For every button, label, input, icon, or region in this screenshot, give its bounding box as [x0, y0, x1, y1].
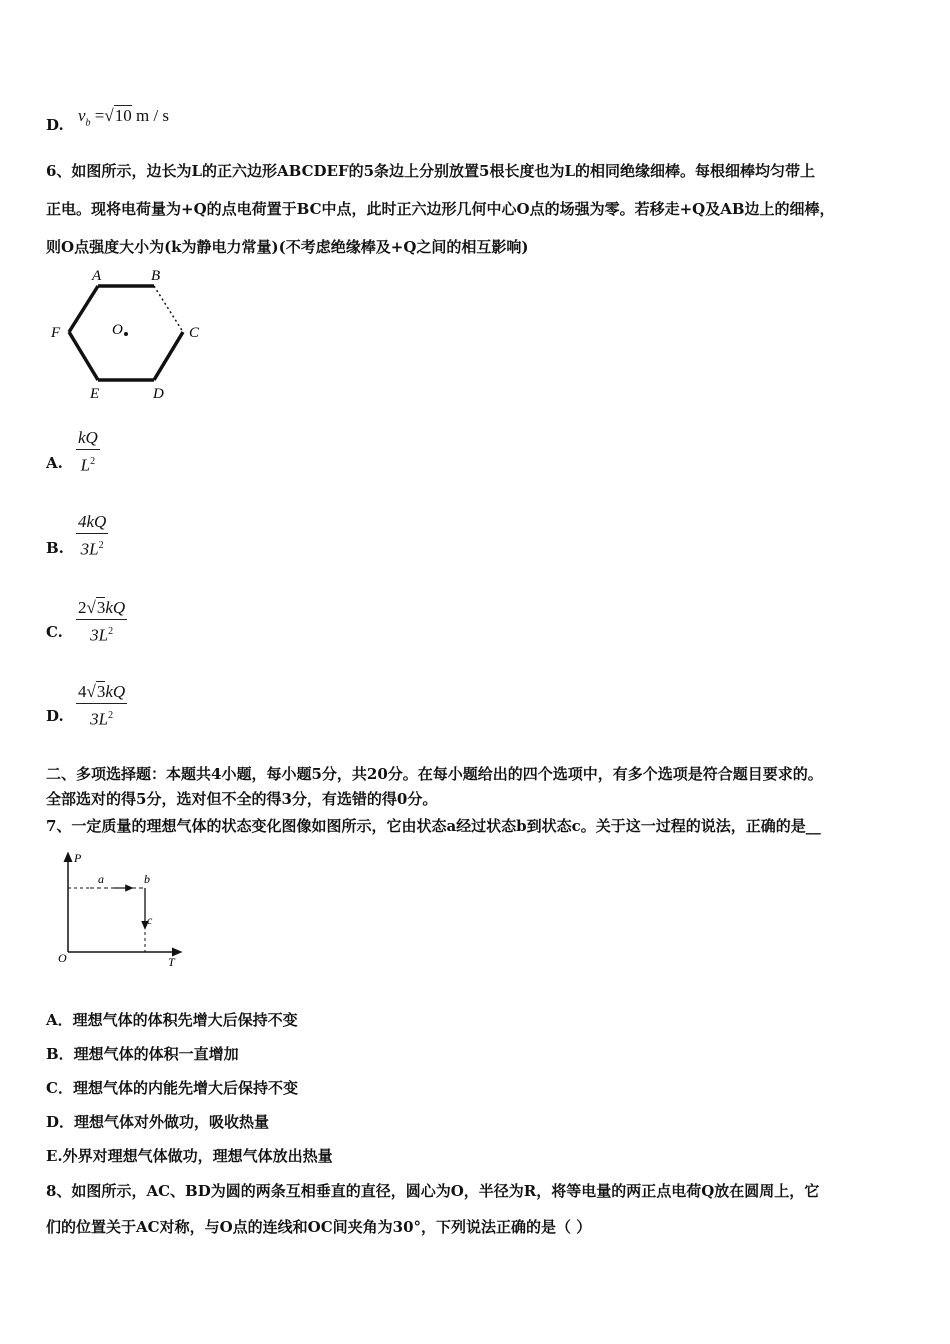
q7-option-a: A．理想气体的体积先增大后保持不变 [46, 1011, 298, 1029]
option-d-label: D. [46, 116, 64, 134]
q6-stem-line3: 则O点强度大小为(k为静电力常量)(不考虑绝缘棒及+Q之间的相互影响) [46, 238, 529, 256]
velocity-symbol: v [78, 106, 86, 125]
q7-stem: 7、一定质量的理想气体的状态变化图像如图所示，它由状态a经过状态b到状态c。关于这一过程的说法，正确的是__ [46, 817, 821, 835]
q6-option-b-label: B. [46, 539, 64, 557]
state-a-label: a [98, 872, 104, 886]
option-d-formula: $v_b =√10$ m / s [78, 106, 170, 129]
q6-option-c-exponent: 2 [108, 626, 114, 637]
q6-option-a-exponent: 2 [90, 456, 96, 467]
vertex-d-label: D [153, 386, 164, 402]
section-2-heading [46, 762, 916, 812]
q8-stem-line2: 们的位置关于AC对称，与O点的连线和OC间夹角为30°，下列说法正确的是（ ） [46, 1218, 592, 1236]
t-axis-label: T [168, 955, 175, 969]
q6-option-c-fraction [76, 597, 127, 648]
vertex-f-label: F [51, 325, 61, 341]
q6-option-d-numerator: 4√3kQ [76, 681, 127, 704]
edge-bc [154, 286, 183, 332]
q6-option-d-exponent: 2 [108, 710, 114, 721]
vertex-b-label: B [151, 268, 161, 284]
q7-option-e: E.外界对理想气体做功，理想气体放出热量 [46, 1147, 333, 1165]
vertex-e-label: E [90, 386, 100, 402]
vertex-a-label: A [92, 268, 102, 284]
q7-option-d: D．理想气体对外做功，吸收热量 [46, 1113, 270, 1131]
q6-option-c-denominator: 3L [90, 625, 109, 645]
q6-option-a-fraction [76, 427, 100, 478]
edge-cd [154, 332, 183, 380]
hexagon-figure [40, 262, 220, 402]
state-c-label: c [147, 913, 153, 927]
edge-fa [69, 286, 98, 332]
q7-option-c: C．理想气体的内能先增大后保持不变 [46, 1079, 298, 1097]
equals-sign: = [94, 106, 105, 125]
p-axis-label: P [74, 851, 82, 865]
section-2-line2: 全部选对的得5分，选对但不全的得3分，有选错的得0分。 [46, 790, 438, 808]
q8-stem-line1: 8、如图所示，AC、BD为圆的两条互相垂直的直径，圆心为O，半径为R，将等电量的两正点电荷Q放在圆周上，它 [46, 1182, 820, 1200]
vertex-c-label: C [189, 325, 200, 341]
q6-option-c-numerator: 2√3kQ [76, 597, 127, 620]
q6-option-a-denominator: L [80, 455, 91, 475]
origin-label: O [58, 951, 67, 965]
q6-option-a-label: A. [46, 454, 63, 472]
center-o-label: O [112, 322, 123, 338]
q6-option-b-denominator: 3L [80, 539, 99, 559]
unit: m / s [135, 106, 170, 125]
radicand: 10 [114, 106, 132, 125]
q6-option-b-fraction [76, 511, 108, 562]
q6-stem-line1: 6、如图所示，边长为L的正六边形ABCDEF的5条边上分别放置5根长度也为L的相同绝缘细棒。每根细棒均匀带上 [46, 162, 816, 180]
q6-option-b-numerator: 4kQ [76, 511, 108, 534]
edge-ef [69, 332, 98, 380]
q6-option-d-label: D. [46, 707, 64, 725]
q6-stem-line2: 正电。现将电荷量为+Q的点电荷置于BC中点，此时正六边形几何中心O点的场强为零。若移走+Q及AB边上的细棒， [46, 200, 835, 218]
pt-graph-figure [52, 848, 192, 970]
section-2-line1: 二、多项选择题：本题共4小题，每小题5分，共20分。在每小题给出的四个选项中，有多个选项是符合题目要求的。 [46, 765, 823, 783]
q6-option-d-denominator: 3L [90, 709, 109, 729]
q6-option-d-fraction [76, 681, 127, 732]
q6-option-b-exponent: 2 [98, 540, 104, 551]
center-point [124, 332, 128, 336]
q6-option-c-label: C. [46, 623, 63, 641]
q6-option-a-numerator: kQ [76, 427, 100, 450]
state-b-label: b [144, 872, 150, 886]
q7-option-b: B．理想气体的体积一直增加 [46, 1045, 239, 1063]
velocity-subscript: b [85, 117, 91, 129]
